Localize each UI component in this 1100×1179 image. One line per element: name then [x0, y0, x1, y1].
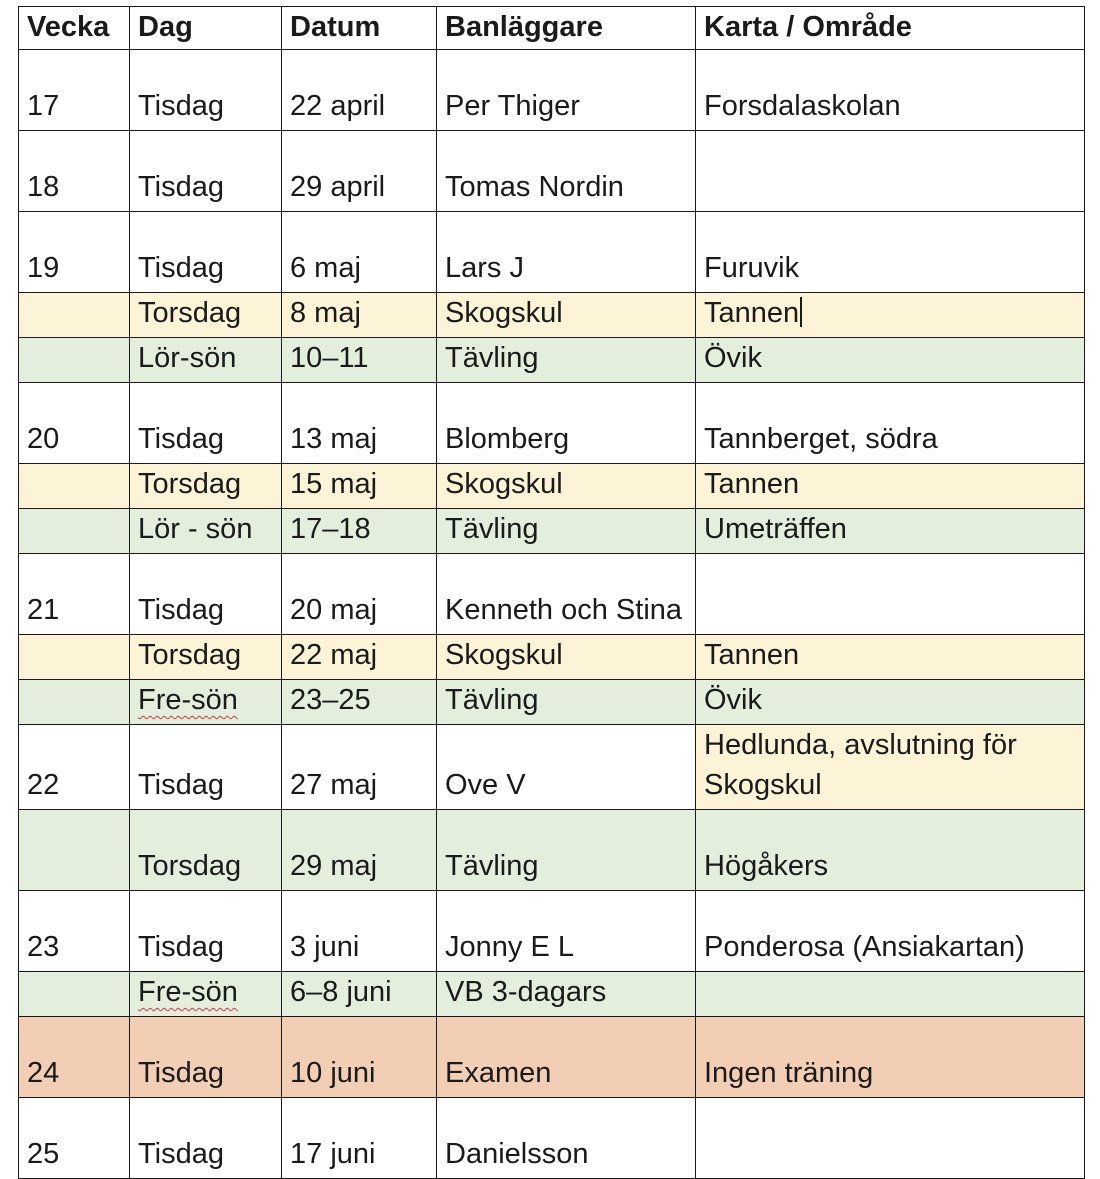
cell-vecka[interactable]: 19: [19, 212, 130, 293]
table-row: [19, 383, 1085, 464]
cell-datum[interactable]: 10 juni: [282, 1017, 437, 1098]
cell-karta[interactable]: Furuvik: [696, 212, 1085, 293]
table-row-torsdag: [19, 635, 1085, 680]
cell-dag[interactable]: Lör - sön: [130, 509, 282, 554]
cell-vecka[interactable]: [19, 972, 130, 1017]
spellcheck-marked-text: Fre-sön: [138, 684, 238, 716]
cell-datum[interactable]: 6–8 juni: [282, 972, 437, 1017]
cell-karta[interactable]: [696, 972, 1085, 1017]
table-row-tavling: [19, 810, 1085, 891]
table-row-tavling: [19, 680, 1085, 725]
cell-karta[interactable]: Ingen träning: [696, 1017, 1085, 1098]
table-row: [19, 212, 1085, 293]
table-row: [19, 725, 1085, 810]
cell-vecka[interactable]: [19, 810, 130, 891]
cell-banlaggare[interactable]: Blomberg: [437, 383, 696, 464]
cell-karta[interactable]: Övik: [696, 338, 1085, 383]
cell-vecka[interactable]: 21: [19, 554, 130, 635]
cell-vecka[interactable]: 20: [19, 383, 130, 464]
cell-dag[interactable]: Tisdag: [130, 1017, 282, 1098]
header-vecka: Vecka: [19, 7, 130, 50]
table-row-examen: [19, 1017, 1085, 1098]
cell-banlaggare[interactable]: Skogskul: [437, 635, 696, 680]
header-datum: Datum: [282, 7, 437, 50]
cell-datum[interactable]: 22 april: [282, 50, 437, 131]
cell-dag[interactable]: Torsdag: [130, 810, 282, 891]
cell-vecka[interactable]: [19, 680, 130, 725]
cell-karta[interactable]: Övik: [696, 680, 1085, 725]
cell-banlaggare[interactable]: Skogskul: [437, 464, 696, 509]
cell-vecka[interactable]: [19, 293, 130, 338]
cell-dag[interactable]: Tisdag: [130, 50, 282, 131]
cell-banlaggare[interactable]: Ove V: [437, 725, 696, 810]
cell-datum[interactable]: 3 juni: [282, 891, 437, 972]
table-row: [19, 131, 1085, 212]
cell-datum[interactable]: 13 maj: [282, 383, 437, 464]
cell-datum[interactable]: 29 maj: [282, 810, 437, 891]
cell-vecka[interactable]: 23: [19, 891, 130, 972]
cell-banlaggare[interactable]: Danielsson: [437, 1098, 696, 1179]
cell-banlaggare[interactable]: Tomas Nordin: [437, 131, 696, 212]
cell-karta[interactable]: Forsdalaskolan: [696, 50, 1085, 131]
cell-dag[interactable]: Tisdag: [130, 383, 282, 464]
cell-dag[interactable]: Tisdag: [130, 725, 282, 810]
cell-banlaggare[interactable]: Kenneth och Stina: [437, 554, 696, 635]
cell-banlaggare[interactable]: Examen: [437, 1017, 696, 1098]
cell-banlaggare[interactable]: Tävling: [437, 509, 696, 554]
cell-karta[interactable]: Tannberget, södra: [696, 383, 1085, 464]
cell-vecka[interactable]: [19, 338, 130, 383]
cell-datum[interactable]: 29 april: [282, 131, 437, 212]
cell-karta[interactable]: Ponderosa (Ansiakartan): [696, 891, 1085, 972]
cell-datum[interactable]: 8 maj: [282, 293, 437, 338]
cell-banlaggare[interactable]: Tävling: [437, 680, 696, 725]
header-banlaggare: Banläggare: [437, 7, 696, 50]
table-row-tavling: [19, 509, 1085, 554]
cell-banlaggare[interactable]: Tävling: [437, 338, 696, 383]
cell-datum[interactable]: 10–11: [282, 338, 437, 383]
cell-vecka[interactable]: [19, 464, 130, 509]
header-karta: Karta / Område: [696, 7, 1085, 50]
cell-dag[interactable]: Torsdag: [130, 464, 282, 509]
cell-vecka[interactable]: 18: [19, 131, 130, 212]
cell-datum[interactable]: 17–18: [282, 509, 437, 554]
cell-datum[interactable]: 17 juni: [282, 1098, 437, 1179]
cell-dag[interactable]: Tisdag: [130, 891, 282, 972]
cell-banlaggare[interactable]: VB 3-dagars: [437, 972, 696, 1017]
cell-karta[interactable]: [696, 131, 1085, 212]
cell-dag[interactable]: [130, 680, 282, 725]
cell-vecka[interactable]: [19, 635, 130, 680]
cell-dag[interactable]: Lör-sön: [130, 338, 282, 383]
cell-karta[interactable]: Högåkers: [696, 810, 1085, 891]
cell-vecka[interactable]: [19, 509, 130, 554]
cell-datum[interactable]: 6 maj: [282, 212, 437, 293]
table-row: [19, 50, 1085, 131]
cell-datum[interactable]: 15 maj: [282, 464, 437, 509]
cell-vecka[interactable]: 22: [19, 725, 130, 810]
cell-banlaggare[interactable]: Tävling: [437, 810, 696, 891]
cell-banlaggare[interactable]: Jonny E L: [437, 891, 696, 972]
cell-dag[interactable]: Tisdag: [130, 212, 282, 293]
cell-dag[interactable]: Tisdag: [130, 131, 282, 212]
table-row: [19, 554, 1085, 635]
spellcheck-marked-text: Fre-sön: [138, 976, 238, 1008]
table-row-torsdag: [19, 464, 1085, 509]
table-row: [19, 1098, 1085, 1179]
cell-dag[interactable]: Torsdag: [130, 293, 282, 338]
cell-vecka[interactable]: 25: [19, 1098, 130, 1179]
cell-karta[interactable]: Tannen: [696, 464, 1085, 509]
cell-datum[interactable]: 23–25: [282, 680, 437, 725]
cell-karta[interactable]: Umeträffen: [696, 509, 1085, 554]
cell-banlaggare[interactable]: Skogskul: [437, 293, 696, 338]
header-row: [19, 7, 1085, 50]
cell-karta-active[interactable]: [696, 293, 1085, 338]
table-row-tavling: [19, 972, 1085, 1017]
cell-karta[interactable]: [696, 1098, 1085, 1179]
cell-vecka[interactable]: 24: [19, 1017, 130, 1098]
cell-dag[interactable]: Torsdag: [130, 635, 282, 680]
cell-banlaggare[interactable]: Per Thiger: [437, 50, 696, 131]
cell-vecka[interactable]: 17: [19, 50, 130, 131]
cell-karta[interactable]: [696, 554, 1085, 635]
cell-dag[interactable]: [130, 972, 282, 1017]
header-dag: Dag: [130, 7, 282, 50]
cell-datum[interactable]: 20 maj: [282, 554, 437, 635]
table-row-torsdag: [19, 293, 1085, 338]
text-cursor: [800, 297, 802, 327]
cell-dag[interactable]: Tisdag: [130, 554, 282, 635]
cell-karta[interactable]: Tannen: [696, 635, 1085, 680]
cell-karta-text: Tannen: [704, 297, 800, 329]
cell-dag[interactable]: Tisdag: [130, 1098, 282, 1179]
cell-datum[interactable]: 27 maj: [282, 725, 437, 810]
cell-datum[interactable]: 22 maj: [282, 635, 437, 680]
table-row-tavling: [19, 338, 1085, 383]
cell-karta[interactable]: Hedlunda, avslutning för Skogskul: [696, 725, 1085, 810]
schedule-table: [18, 6, 1085, 1179]
table-row: [19, 891, 1085, 972]
cell-banlaggare[interactable]: Lars J: [437, 212, 696, 293]
